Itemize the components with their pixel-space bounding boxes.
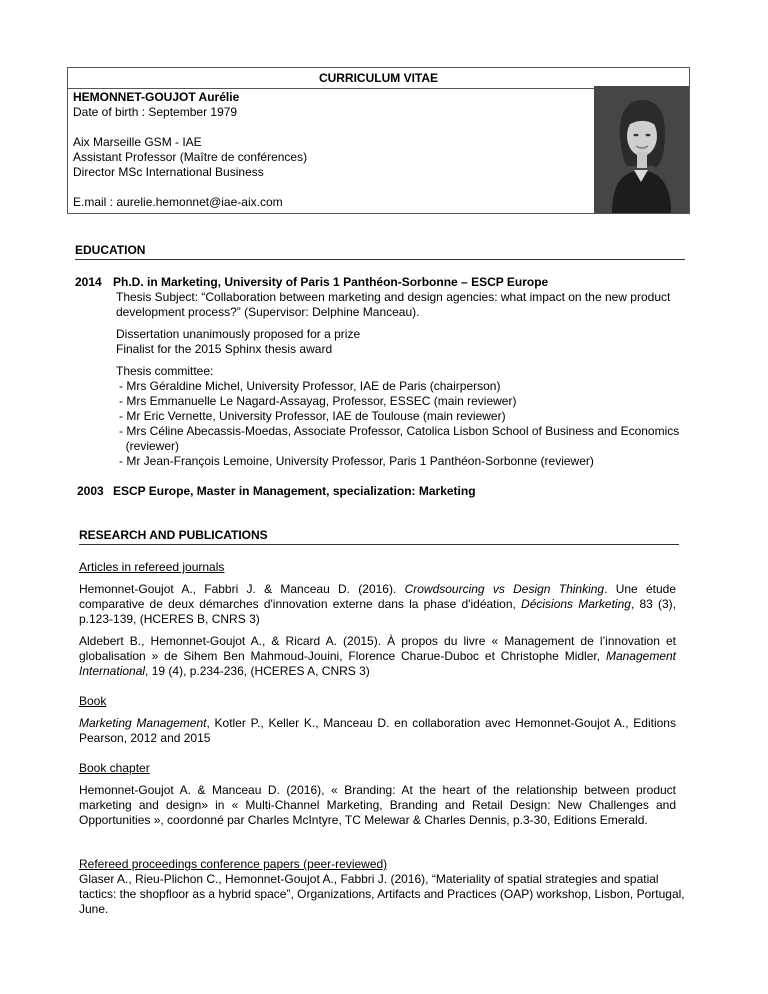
education-rule xyxy=(75,259,685,260)
master-degree: ESCP Europe, Master in Management, specialization: Marketing xyxy=(113,484,476,498)
award-1: Dissertation unanimously proposed for a prize xyxy=(116,327,361,341)
chapter-entry: Hemonnet-Goujot A. & Manceau D. (2016), « Branding: At the heart of the relationship between product marketing and design» in « Multi-Channel Marketing, Branding and Retail Design: New Challenges and Opportunities », coordonné par Charles McIntyre, TC Melewar & Charles Dennis, p.3-30, Editions Emerald. xyxy=(79,783,676,827)
cv-title: CURRICULUM VITAE xyxy=(68,68,689,89)
book-entry: Marketing Management, Kotler P., Keller K., Manceau D. en collaboration avec Hemonnet-Goujot A., Editions Pearson, 2012 and 2015 xyxy=(79,716,676,745)
email: E.mail : aurelie.hemonnet@iae-aix.com xyxy=(73,195,283,209)
cv-header-box xyxy=(67,67,690,214)
affiliation-line-3: Director MSc International Business xyxy=(73,165,264,179)
chapter-heading: Book chapter xyxy=(79,761,150,775)
award-2: Finalist for the 2015 Sphinx thesis award xyxy=(116,342,333,356)
book-heading: Book xyxy=(79,694,107,708)
journal-article-2: Aldebert B., Hemonnet-Goujot A., & Ricard A. (2015). À propos du livre « Management de l’innovation et globalisation » de Sihem Ben Mahmoud-Jouini, Florence Charue-Duboc et Christophe Midler, Management International, 19 (4), p.234-236, (HCERES A, CNRS 3) xyxy=(79,634,676,678)
affiliation-line-2: Assistant Professor (Maître de conférences) xyxy=(73,150,308,164)
portrait-image xyxy=(594,86,689,213)
committee-member-1: - Mrs Géraldine Michel, University Professor, IAE de Paris (chairperson) xyxy=(119,379,501,393)
committee-member-2: - Mrs Emmanuelle Le Nagard-Assayag, Professor, ESSEC (main reviewer) xyxy=(119,394,517,408)
research-heading: RESEARCH AND PUBLICATIONS xyxy=(79,528,268,542)
phd-year: 2014 xyxy=(75,275,102,289)
thesis-line-2: development process?” (Supervisor: Delphine Manceau). xyxy=(116,305,420,319)
master-year: 2003 xyxy=(77,484,104,498)
affiliation-line-1: Aix Marseille GSM - IAE xyxy=(73,135,202,149)
proceedings-line-1: Glaser A., Rieu-Plichon C., Hemonnet-Goujot A., Fabbri J. (2016), “Materiality of spatial strategies and spatial xyxy=(79,872,659,886)
committee-label: Thesis committee: xyxy=(116,364,214,378)
journals-heading: Articles in refereed journals xyxy=(79,560,225,574)
proceedings-line-3: June. xyxy=(79,902,109,916)
thesis-line-1: Thesis Subject: “Collaboration between marketing and design agencies: what impact on the new product xyxy=(116,290,671,304)
education-heading: EDUCATION xyxy=(75,243,146,257)
committee-member-4-cont: (reviewer) xyxy=(119,439,180,453)
committee-member-3: - Mr Eric Vernette, University Professor, IAE de Toulouse (main reviewer) xyxy=(119,409,506,423)
research-rule xyxy=(79,544,679,545)
committee-member-5: - Mr Jean-François Lemoine, University Professor, Paris 1 Panthéon-Sorbonne (reviewer) xyxy=(119,454,594,468)
committee-member-4: - Mrs Céline Abecassis-Moedas, Associate Professor, Catolica Lisbon School of Business and Economics xyxy=(119,424,680,438)
date-of-birth: Date of birth : September 1979 xyxy=(73,105,238,119)
proceedings-line-2: tactics: the shopfloor as a hybrid space”, Organizations, Artifacts and Practices (OAP) workshop, Lisbon, Portugal, xyxy=(79,887,685,901)
profile-photo xyxy=(594,86,689,213)
journal-article-1: Hemonnet-Goujot A., Fabbri J. & Manceau D. (2016). Crowdsourcing vs Design Thinking. Une étude comparative de deux démarches d'innovation externe dans la phase d'idéation, Décisions Marketing, 83 (3), p.123-139, (HCERES B, CNRS 3) xyxy=(79,582,676,626)
person-name: HEMONNET-GOUJOT Aurélie xyxy=(73,90,240,104)
proceedings-heading: Refereed proceedings conference papers (peer-reviewed) xyxy=(79,857,388,871)
phd-degree: Ph.D. in Marketing, University of Paris 1 Panthéon-Sorbonne – ESCP Europe xyxy=(113,275,549,289)
